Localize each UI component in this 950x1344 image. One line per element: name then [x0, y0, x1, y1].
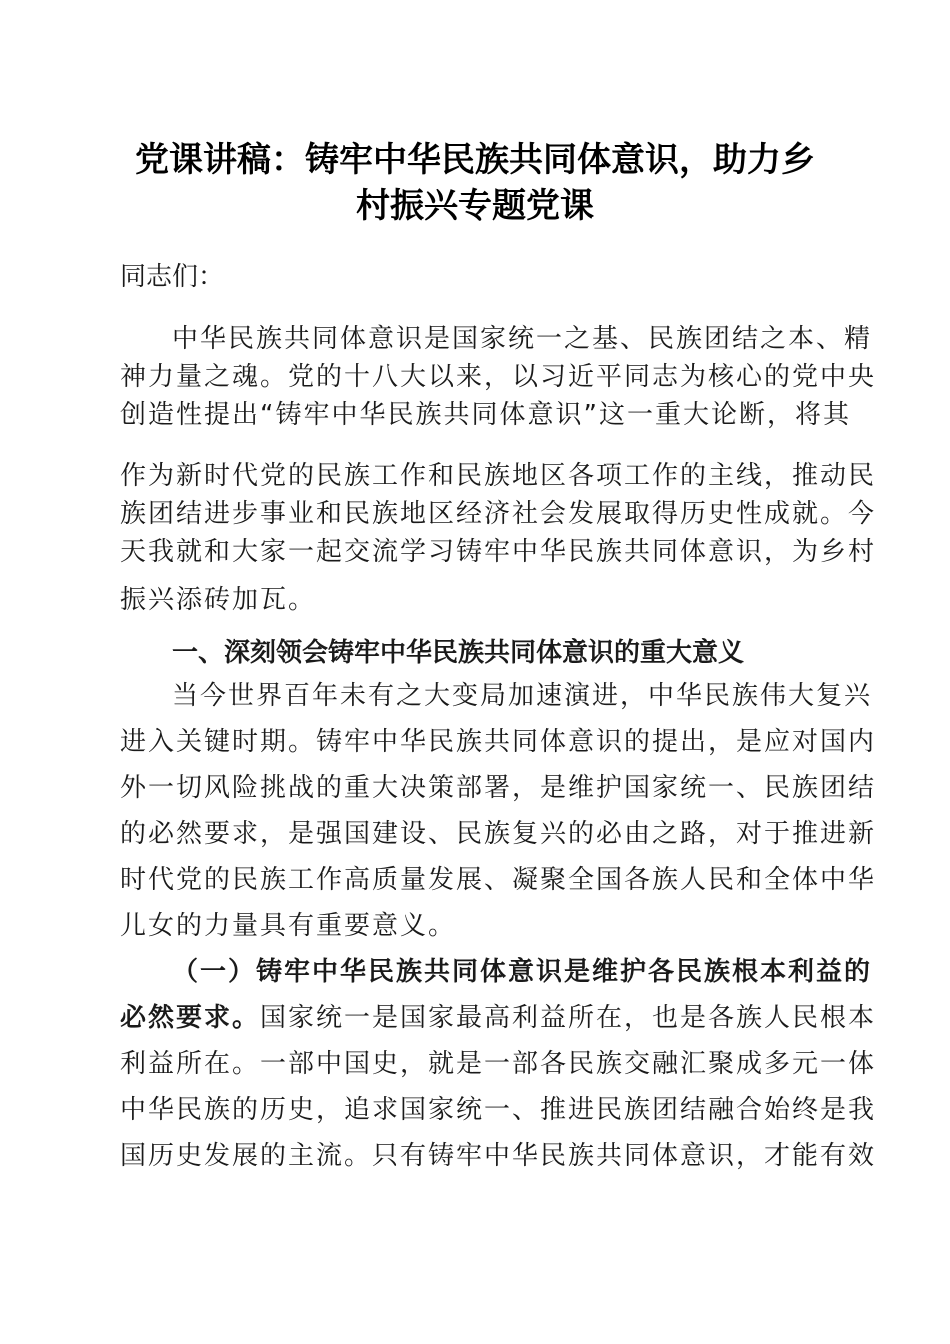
subsection-heading-1-line-1: （一）铸牢中华民族共同体意识是维护各民族根本利益的 — [172, 957, 873, 987]
paragraph-1-line-1: 中华民族共同体意识是国家统一之基、民族团结之本、精 — [172, 324, 873, 354]
paragraph-1-line-4: 作为新时代党的民族工作和民族地区各项工作的主线，推动民 — [120, 461, 877, 491]
subsection-heading-1-end: 必然要求。 — [120, 1003, 261, 1033]
paragraph-1-line-3: 创造性提出“铸牢中华民族共同体意识”这一重大论断，将其 — [120, 400, 851, 430]
paragraph-2-line-2: 进入关键时期。铸牢中华民族共同体意识的提出，是应对国内 — [120, 727, 877, 757]
subsection-1-line-4: 中华民族的历史，追求国家统一、推进民族团结融合始终是我 — [120, 1095, 877, 1125]
document-title-line-1: 党课讲稿：铸牢中华民族共同体意识，助力乡 — [135, 140, 815, 180]
subsection-1-line-2-text: 国家统一是国家最高利益所在，也是各族人民根本 — [260, 1003, 877, 1033]
paragraph-1-line-7: 振兴添砖加瓦。 — [120, 585, 317, 615]
paragraph-2-line-6: 儿女的力量具有重要意义。 — [120, 911, 457, 941]
paragraph-2-line-3: 外一切风险挑战的重大决策部署，是维护国家统一、民族团结 — [120, 773, 877, 803]
paragraph-1-line-2: 神力量之魂。党的十八大以来，以习近平同志为核心的党中央 — [120, 362, 877, 392]
salutation: 同志们： — [120, 262, 225, 292]
document-title-line-2: 村振兴专题党课 — [356, 186, 594, 226]
paragraph-2-line-5: 时代党的民族工作高质量发展、凝聚全国各族人民和全体中华 — [120, 865, 877, 895]
paragraph-1-line-6: 天我就和大家一起交流学习铸牢中华民族共同体意识，为乡村 — [120, 537, 877, 567]
section-heading-1: 一、深刻领会铸牢中华民族共同体意识的重大意义 — [172, 638, 745, 668]
subsection-1-line-2 — [120, 999, 877, 1037]
paragraph-2-line-1: 当今世界百年未有之大变局加速演进，中华民族伟大复兴 — [172, 681, 873, 711]
subsection-1-line-3: 利益所在。一部中国史，就是一部各民族交融汇聚成多元一体 — [120, 1049, 877, 1079]
paragraph-2-line-4: 的必然要求，是强国建设、民族复兴的必由之路，对于推进新 — [120, 819, 877, 849]
subsection-1-line-5: 国历史发展的主流。只有铸牢中华民族共同体意识，才能有效 — [120, 1141, 877, 1171]
paragraph-1-line-5: 族团结进步事业和民族地区经济社会发展取得历史性成就。今 — [120, 499, 877, 529]
